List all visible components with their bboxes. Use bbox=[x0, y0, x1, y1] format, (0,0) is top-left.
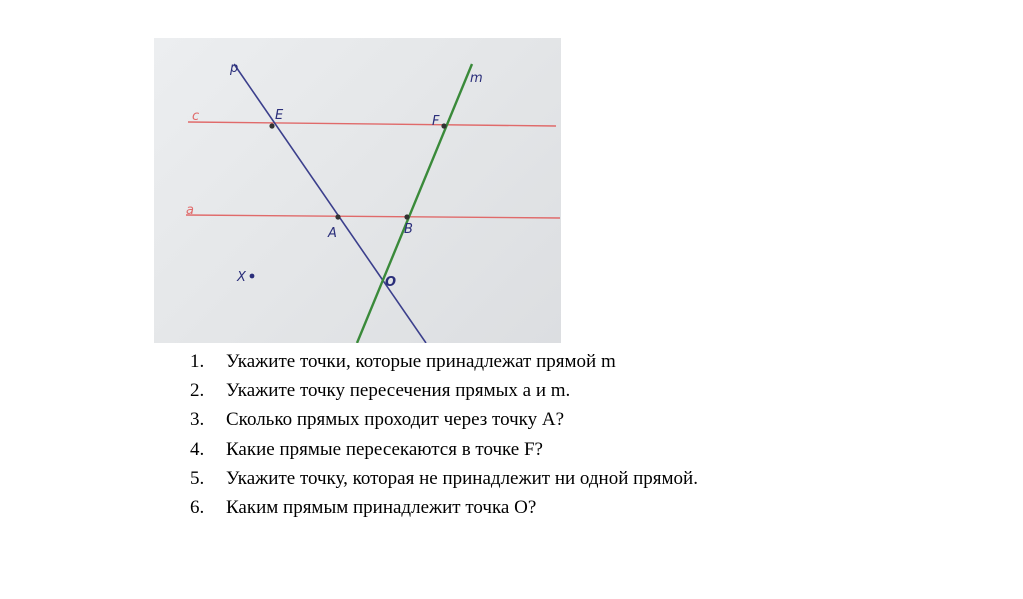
question-number: 4. bbox=[190, 438, 205, 460]
question-number: 2. bbox=[190, 380, 205, 402]
label-point-o: O bbox=[385, 275, 397, 290]
label-point-f: F bbox=[432, 114, 440, 129]
label-point-x: X bbox=[237, 270, 246, 285]
question-item bbox=[190, 376, 698, 405]
geometry-photo bbox=[154, 38, 561, 343]
question-text: Укажите точку, которая не принадлежит ни одной прямой. bbox=[226, 467, 698, 489]
point-a-dot bbox=[335, 214, 340, 219]
question-number: 6. bbox=[190, 496, 205, 518]
label-line-p: p bbox=[230, 61, 239, 76]
line-p bbox=[234, 64, 426, 343]
label-line-c: c bbox=[192, 109, 200, 124]
question-item bbox=[190, 347, 698, 376]
label-point-a: A bbox=[328, 226, 337, 241]
question-text: Каким прямым принадлежит точка O? bbox=[226, 496, 537, 518]
point-b-dot bbox=[404, 214, 409, 219]
question-text: Укажите точки, которые принадлежат прямой m bbox=[226, 351, 616, 372]
question-number: 3. bbox=[190, 409, 205, 431]
question-text: Какие прямые пересекаются в точке F? bbox=[226, 438, 543, 460]
question-item bbox=[190, 405, 698, 434]
question-item bbox=[190, 493, 698, 522]
question-number: 1. bbox=[190, 351, 205, 372]
label-point-e: E bbox=[275, 108, 284, 123]
line-m bbox=[357, 64, 472, 343]
point-f-dot bbox=[441, 123, 446, 128]
label-point-b: B bbox=[404, 222, 413, 237]
label-line-m: m bbox=[470, 71, 483, 86]
label-line-a: a bbox=[186, 203, 194, 218]
line-c bbox=[188, 122, 556, 126]
point-x-dot bbox=[250, 274, 255, 279]
question-item bbox=[190, 435, 698, 464]
line-a bbox=[186, 215, 560, 218]
question-text: Сколько прямых проходит через точку A? bbox=[226, 409, 565, 431]
point-e-dot bbox=[269, 123, 274, 128]
question-text: Укажите точку пересечения прямых a и m. bbox=[226, 380, 571, 402]
question-item bbox=[190, 464, 698, 493]
question-number: 5. bbox=[190, 467, 205, 489]
geometry-figure bbox=[154, 38, 561, 343]
questions-list bbox=[190, 347, 698, 522]
